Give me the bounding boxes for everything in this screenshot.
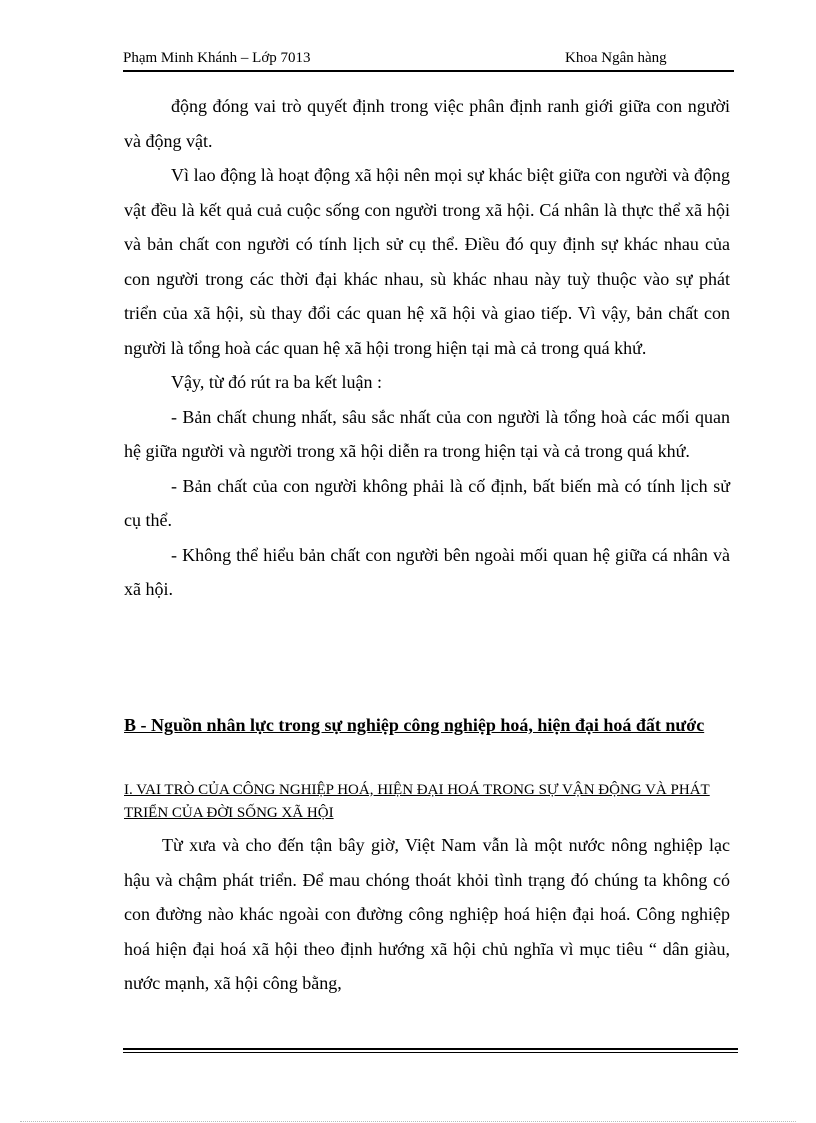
section-b-heading: B - Nguồn nhân lực trong sự nghiệp công nghiệp hoá, hiện đại hoá đất nước [124,715,705,735]
header-author: Phạm Minh Khánh – Lớp 7013 [123,50,311,66]
footer-rule [123,1048,738,1053]
body-text [124,89,730,607]
section-i-heading: I. VAI TRÒ CỦA CÔNG NGHIỆP HOÁ, HIỆN ĐẠI HOÁ TRONG SỰ VẬN ĐỘNG VÀ PHÁT TRIỂN CỦA ĐỜI SỐNG XÃ HỘI [124,782,710,821]
paragraph: động đóng vai trò quyết định trong việc phân định ranh giới giữa con người và động vật. [124,96,730,151]
section-i-body [124,828,730,1001]
page-header [123,48,734,72]
paragraph: Vì lao động là hoạt động xã hội nên mọi sự khác biệt giữa con người và động vật đều là kết quả cuả cuộc sống con người trong xã hội. Cá nhân là thực thể xã hội và bản chất con người có tính lịch sử cụ thể. Điều đó quy định sự khác nhau của con người trong các thời đại khác nhau, sù khác nhau này tuỳ thuộc vào sự phát triển của xã hội, sù thay đổi các quan hệ xã hội và giao tiếp. Vì vậy, bản chất con người là tổng hoà các quan hệ xã hội trong hiện tại mà cả trong quá khứ. [124,165,730,358]
conclusion-item: - Không thể hiểu bản chất con người bên ngoài mối quan hệ giữa cá nhân và xã hội. [124,544,730,599]
conclusion-item: - Bản chất chung nhất, sâu sắc nhất của con người là tổng hoà các mối quan hệ giữa người và người trong xã hội diễn ra trong hiện tại và cả trong quá khứ. [124,406,730,461]
conclusion-item: - Bản chất của con người không phải là cố định, bất biến mà có tính lịch sử cụ thể. [124,475,730,530]
paragraph: Từ xưa và cho đến tận bây giờ, Việt Nam vẫn là một nước nông nghiệp lạc hậu và chậm phát triển. Để mau chóng thoát khỏi tình trạng đó chúng ta không có con đường nào khác ngoài con đường công nghiệp hoá hiện đại hoá. Công nghiệp hoá hiện đại hoá xã hội theo định hướng xã hội chủ nghĩa vì mục tiêu “ dân giàu, nước mạnh, xã hội công bằng, [124,835,730,993]
paragraph: Vậy, từ đó rút ra ba kết luận : [171,372,383,392]
page-edge-divider [20,1121,796,1122]
header-department: Khoa Ngân hàng [565,50,667,66]
